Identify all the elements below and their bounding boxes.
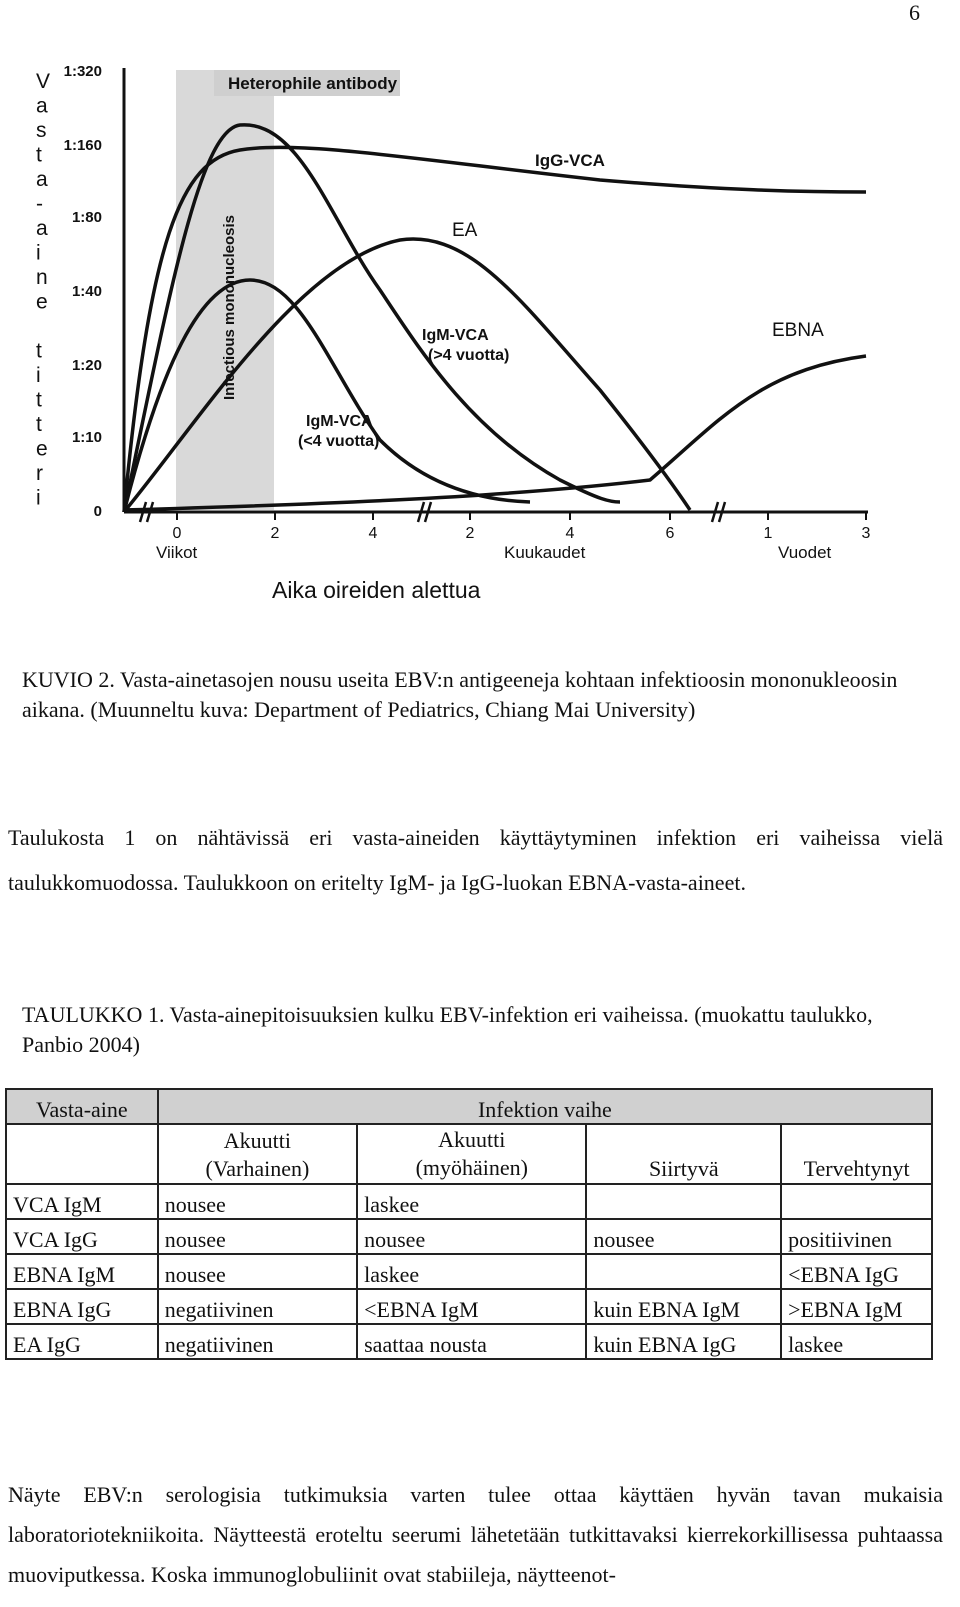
x-tick-label: 2 — [270, 525, 280, 542]
table-cell: laskee — [357, 1184, 586, 1219]
table-cell — [586, 1184, 781, 1219]
y-tick-labels — [64, 63, 102, 520]
y-title-letter: V — [36, 70, 51, 93]
y-tick-label: 1:40 — [71, 283, 102, 300]
y-title-letter: i — [36, 241, 41, 265]
x-tick-label: 4 — [565, 525, 575, 542]
table-cell: VCA IgG — [6, 1219, 158, 1254]
y-title-letter: e — [36, 290, 48, 314]
y-tick-label: 1:320 — [63, 63, 102, 80]
table-row — [6, 1289, 932, 1324]
table-cell: EBNA IgG — [6, 1289, 158, 1324]
y-tick-label: 1:160 — [63, 137, 102, 154]
x-tick-label: 3 — [861, 525, 871, 542]
y-tick-label: 1:10 — [71, 429, 102, 446]
y-tick-label: 0 — [93, 503, 102, 520]
table-caption: TAULUKKO 1. Vasta-ainepitoisuuksien kulku EBV-infektion eri vaiheissa. (muokattu taulukko, Panbio 2004) — [22, 1002, 873, 1057]
y-title-letter: t — [36, 339, 42, 363]
paragraph-2: Näyte EBV:n serologisia tutkimuksia varten tulee ottaa käyttäen hyvän tavan mukaisia laboratoriotekniikoita. Näytteestä eroteltu seerumi lähetetään tutkittavaksi kierrekorkillisessa puhtaassa muoviputkessa. Koska immunoglobuliinit ovat stabiileja, näytteenot- — [8, 1482, 943, 1587]
label-igm-vca-lt4-years: (<4 vuotta) — [298, 433, 380, 450]
header-antibody: Vasta-aine — [6, 1089, 158, 1124]
x-tick-labels — [173, 512, 871, 542]
x-tick-label: 2 — [465, 525, 475, 542]
x-unit-years: Vuodet — [778, 543, 832, 562]
label-igm-vca-gt4: IgM-VCA — [422, 327, 489, 344]
x-tick-label: 6 — [665, 525, 675, 542]
table-cell: negatiivinen — [158, 1324, 357, 1359]
table-cell: <EBNA IgG — [781, 1254, 932, 1289]
table-row — [6, 1324, 932, 1359]
table-cell: nousee — [158, 1219, 357, 1254]
y-tick-label: 1:20 — [71, 357, 102, 374]
table-row — [6, 1254, 932, 1289]
subheader-empty — [6, 1124, 158, 1184]
table-cell: negatiivinen — [158, 1289, 357, 1324]
table-cell: kuin EBNA IgM — [586, 1289, 781, 1324]
table-cell: positiivinen — [781, 1219, 932, 1254]
table-cell: EA IgG — [6, 1324, 158, 1359]
x-tick-label: 0 — [172, 525, 182, 542]
shaded-vertical-label: Infectious mononucleosis — [221, 214, 238, 400]
table-cell — [586, 1254, 781, 1289]
subheader-late: Akuutti (myöhäinen) — [357, 1124, 586, 1184]
y-title-letter: t — [36, 388, 42, 412]
x-tick-label: 4 — [368, 525, 378, 542]
subheader-recovered: Tervehtynyt — [781, 1124, 932, 1184]
antibody-chart — [0, 40, 900, 620]
label-igg-vca: IgG-VCA — [535, 151, 605, 170]
y-title-letter: t — [36, 143, 42, 167]
table-cell: saattaa nousta — [357, 1324, 586, 1359]
table-cell: laskee — [357, 1254, 586, 1289]
heterophile-label: Heterophile antibody — [228, 74, 398, 93]
label-ebna: EBNA — [772, 320, 824, 341]
table-cell: EBNA IgM — [6, 1254, 158, 1289]
subheader-transitional: Siirtyvä — [586, 1124, 781, 1184]
table-cell: nousee — [158, 1184, 357, 1219]
y-title-letter: s — [36, 119, 47, 142]
y-title-letter: n — [36, 266, 48, 289]
figure-caption: KUVIO 2. Vasta-ainetasojen nousu useita EBV:n antigeeneja kohtaan infektioosin mononukleoosin aikana. (Muunneltu kuva: Department of Pediatrics, Chiang Mai University) — [22, 667, 898, 722]
y-tick-label: 1:80 — [71, 209, 102, 226]
x-axis-title: Aika oireiden alettua — [272, 577, 481, 603]
label-igm-vca-lt4: IgM-VCA — [306, 413, 373, 430]
table-cell: nousee — [158, 1254, 357, 1289]
table-row — [6, 1219, 932, 1254]
label-igm-vca-gt4-years: (>4 vuotta) — [428, 347, 510, 364]
table-cell: kuin EBNA IgG — [586, 1324, 781, 1359]
y-title-letter: a — [36, 168, 48, 191]
subheader-early: Akuutti (Varhainen) — [158, 1124, 357, 1184]
y-axis-title — [36, 70, 50, 510]
table-cell: VCA IgM — [6, 1184, 158, 1219]
y-title-letter: a — [36, 217, 48, 240]
table-subheader-row — [6, 1124, 932, 1184]
table-header-row — [6, 1089, 932, 1124]
label-ea: EA — [452, 220, 478, 241]
x-unit-weeks: Viikot — [156, 543, 198, 562]
y-title-letter: - — [36, 192, 43, 216]
x-unit-months: Kuukaudet — [504, 543, 586, 562]
antibody-table — [5, 1088, 933, 1360]
paragraph-1: Taulukosta 1 on nähtävissä eri vasta-aineiden käyttäytyminen infektion eri vaiheissa vielä taulukkomuodossa. Taulukkoon on eritelty IgM- ja IgG-luokan EBNA-vasta-aineet. — [8, 825, 943, 895]
table-cell: >EBNA IgM — [781, 1289, 932, 1324]
y-title-letter: i — [36, 486, 41, 510]
y-title-letter: r — [36, 462, 43, 485]
table-cell: <EBNA IgM — [357, 1289, 586, 1324]
table-row — [6, 1184, 932, 1219]
y-title-letter: t — [36, 413, 42, 436]
table-cell — [781, 1184, 932, 1219]
table-cell: laskee — [781, 1324, 932, 1359]
page-number: 6 — [909, 0, 920, 25]
x-tick-label: 1 — [763, 525, 773, 542]
table-cell: nousee — [586, 1219, 781, 1254]
y-title-letter: a — [36, 94, 48, 118]
y-title-letter: e — [36, 437, 48, 461]
header-phase: Infektion vaihe — [158, 1089, 932, 1124]
table-cell: nousee — [357, 1219, 586, 1254]
y-title-letter: i — [36, 364, 41, 387]
